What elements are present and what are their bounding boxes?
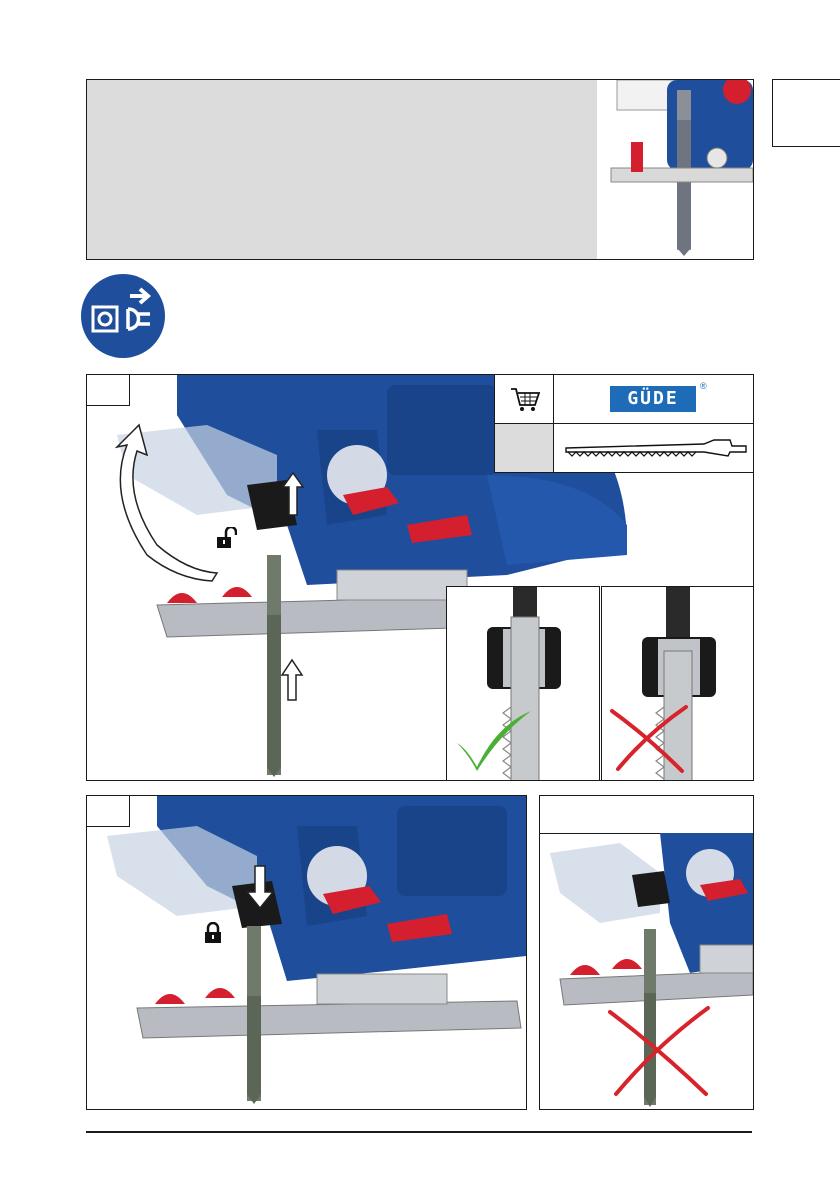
shopping-cart-icon: [495, 375, 554, 424]
figure-3: [539, 795, 754, 1110]
checkmark-icon: [453, 707, 533, 773]
step-label-1: [86, 374, 130, 406]
blade-cell: [554, 424, 754, 472]
cross-icon: [608, 703, 690, 775]
jigsaw-illustration-2: [87, 796, 526, 1109]
lock-icon: [203, 922, 223, 944]
figure-3-note: [539, 795, 754, 834]
footer-rule: [86, 1131, 752, 1133]
brand-cell: [554, 375, 754, 424]
jigsaw-blade-icon: [554, 424, 754, 472]
part-cell: [495, 424, 554, 472]
figure-1: [86, 374, 754, 781]
registered-mark: ®: [700, 381, 707, 391]
info-box-thumbnail: [597, 80, 753, 259]
unlock-icon: [215, 527, 237, 549]
step-label-2: [86, 795, 130, 827]
side-tab: [772, 79, 840, 147]
info-box: [86, 79, 754, 260]
figure-2: [86, 795, 527, 1110]
blade-incorrect-detail: [601, 586, 754, 781]
blade-correct-detail: [446, 586, 600, 781]
unplug-power-icon: [80, 273, 166, 359]
accessory-table: [494, 374, 754, 473]
cross-icon: [602, 1002, 714, 1100]
guede-logo: GÜDE: [610, 386, 696, 412]
